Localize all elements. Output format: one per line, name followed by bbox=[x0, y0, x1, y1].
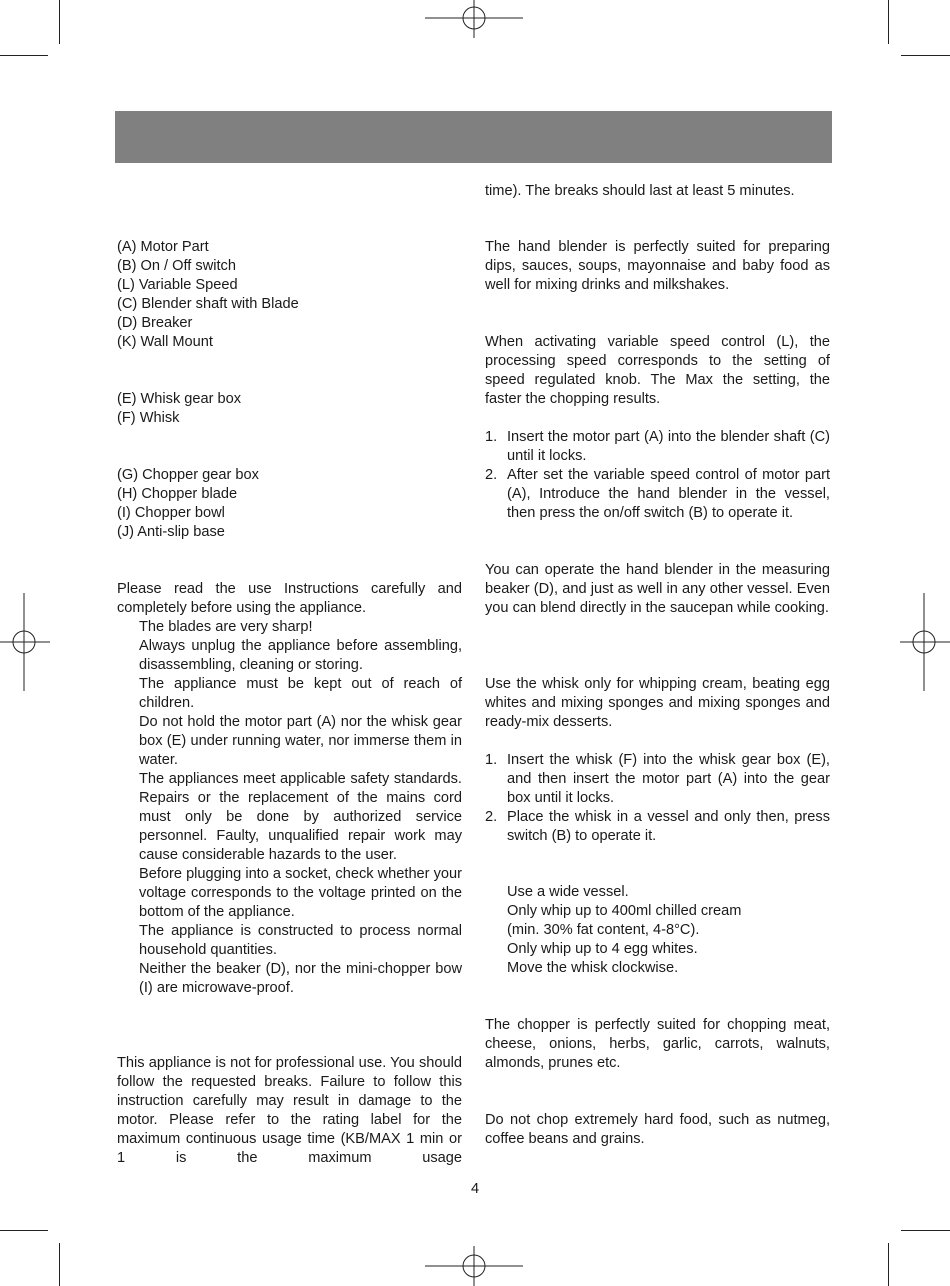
list-item: (C) Blender shaft with Blade bbox=[117, 296, 299, 312]
list-item: (G) Chopper gear box bbox=[117, 467, 259, 483]
beaker-paragraph: You can operate the hand blender in the measuring beaker (D), and just as well in any other vessel. Even you can blend directly in the saucepan while cooking. bbox=[485, 562, 830, 616]
list-item: (I) Chopper bowl bbox=[117, 505, 225, 521]
crop-mark bbox=[901, 1230, 950, 1231]
parts-list-blender bbox=[117, 238, 299, 352]
registration-mark-icon bbox=[425, 0, 523, 38]
list-item: (D) Breaker bbox=[117, 315, 193, 331]
usage-text: This appliance is not for professional use. You should follow the requested breaks. Failure to follow this instruction carefully may result in damage to the motor. Please refer to the rating label for the maximum continuous usage time (KB/MAX 1 min or 1 is the maximum usage bbox=[117, 1055, 462, 1166]
list-item: 1. Insert the whisk (F) into the whisk gear box (E), and then insert the motor part (A) into the gear box until it locks. bbox=[485, 752, 830, 806]
registration-mark-icon bbox=[900, 593, 950, 691]
safety-item: Always unplug the appliance before assembling, disassembling, cleaning or storing. bbox=[139, 638, 462, 673]
safety-section bbox=[117, 580, 462, 998]
crop-mark bbox=[888, 1243, 889, 1286]
list-item: (A) Motor Part bbox=[117, 239, 209, 255]
speed-paragraph: When activating variable speed control (L), the processing speed corresponds to the setting of speed regulated knob. The Max the setting, the faster the chopping results. bbox=[485, 334, 830, 407]
registration-mark-icon bbox=[0, 593, 50, 691]
list-item: (H) Chopper blade bbox=[117, 486, 238, 502]
whisk-intro: Use the whisk only for whipping cream, beating egg whites and mixing sponges and mixing sponges and ready-mix desserts. bbox=[485, 676, 830, 730]
list-item: (B) On / Off switch bbox=[117, 258, 236, 274]
list-item: (E) Whisk gear box bbox=[117, 391, 242, 407]
safety-item: The blades are very sharp! bbox=[139, 619, 313, 635]
chopper-paragraph: The chopper is perfectly suited for chopping meat, cheese, onions, herbs, garlic, carrots, walnuts, almonds, prunes etc. bbox=[485, 1017, 830, 1071]
parts-list-whisk bbox=[117, 390, 241, 428]
list-item: 1. Insert the motor part (A) into the blender shaft (C) until it locks. bbox=[485, 429, 830, 464]
safety-item: The appliance is constructed to process normal household quantities. bbox=[139, 923, 462, 958]
safety-intro: Please read the use Instructions carefully and completely before using the appliance. bbox=[117, 581, 462, 616]
crop-mark bbox=[0, 55, 48, 56]
usage-paragraph bbox=[117, 1054, 462, 1168]
list-item: (J) Anti-slip base bbox=[117, 524, 225, 540]
safety-item: Do not hold the motor part (A) nor the whisk gear box (E) under running water, nor immerse them in water. bbox=[139, 714, 462, 768]
list-item: 2. Place the whisk in a vessel and only then, press switch (B) to operate it. bbox=[485, 809, 830, 844]
page-number: 4 bbox=[470, 1181, 480, 1197]
hard-food-paragraph: Do not chop extremely hard food, such as nutmeg, coffee beans and grains. bbox=[485, 1112, 830, 1147]
list-item: (F) Whisk bbox=[117, 410, 180, 426]
registration-mark-icon bbox=[425, 1246, 523, 1286]
crop-mark bbox=[888, 0, 889, 44]
blender-steps bbox=[485, 428, 830, 523]
continued-text: time). The breaks should last at least 5 minutes. bbox=[485, 183, 795, 199]
safety-item: Neither the beaker (D), nor the mini-chopper bow (I) are microwave-proof. bbox=[139, 961, 462, 996]
parts-list-chopper bbox=[117, 466, 259, 542]
list-item: Use a wide vessel. bbox=[507, 884, 629, 900]
section-header-bar bbox=[115, 111, 832, 163]
crop-mark bbox=[901, 55, 950, 56]
whisk-tips bbox=[485, 883, 830, 978]
whisk-steps bbox=[485, 751, 830, 846]
list-item: (L) Variable Speed bbox=[117, 277, 238, 293]
crop-mark bbox=[59, 0, 60, 44]
list-item: (min. 30% fat content, 4-8°C). bbox=[507, 922, 700, 938]
list-item: (K) Wall Mount bbox=[117, 334, 213, 350]
safety-item: Before plugging into a socket, check whether your voltage corresponds to the voltage printed on the bottom of the appliance. bbox=[139, 866, 462, 920]
safety-item: The appliance must be kept out of reach of children. bbox=[139, 676, 462, 711]
list-item: 2. After set the variable speed control of motor part (A), Introduce the hand blender in the vessel, then press the on/off switch (B) to operate it. bbox=[485, 467, 830, 521]
list-item: Only whip up to 400ml chilled cream bbox=[507, 903, 742, 919]
list-item: Only whip up to 4 egg whites. bbox=[507, 941, 698, 957]
list-item: Move the whisk clockwise. bbox=[507, 960, 679, 976]
crop-mark bbox=[59, 1243, 60, 1286]
crop-mark bbox=[0, 1230, 48, 1231]
safety-item: The appliances meet applicable safety standards. Repairs or the replacement of the mains cord must only be done by authorized service personnel. Faulty, unqualified repair work may cause considerable hazards to the user. bbox=[139, 771, 462, 863]
blender-intro: The hand blender is perfectly suited for preparing dips, sauces, soups, mayonnaise and baby food as well for mixing drinks and milkshakes. bbox=[485, 239, 830, 293]
